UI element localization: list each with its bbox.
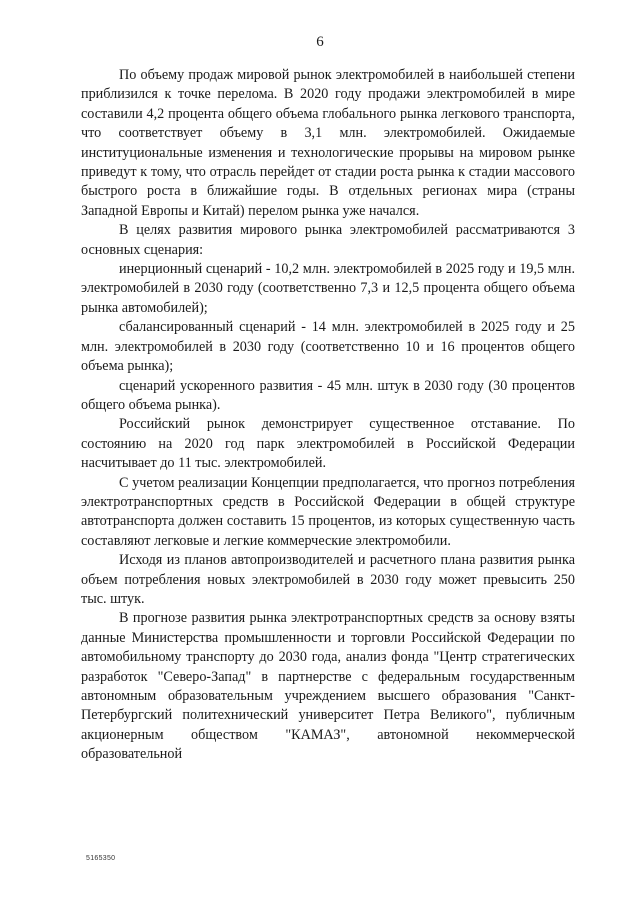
document-body <box>81 66 575 765</box>
paragraph-accelerated-scenario: сценарий ускоренного развития - 45 млн. штук в 2030 году (30 процентов общего объема рынка). <box>81 377 575 413</box>
page-number: 6 <box>316 34 324 50</box>
paragraph-concept-forecast: С учетом реализации Концепции предполагается, что прогноз потребления электротранспортных средств в Российской Федерации в общей структуре автотранспорта должен составить 15 процентов, из которых существенную часть составляют легковые и легкие коммерческие электромобили. <box>81 474 575 549</box>
paragraph-russian-market: Российский рынок демонстрирует существенное отставание. По состоянию на 2020 год парк электромобилей в Российской Федерации насчитывает до 11 тыс. электромобилей. <box>81 416 575 472</box>
paragraph-forecast-basis: В прогнозе развития рынка электротранспортных средств за основу взяты данные Министерства промышленности и торговли Российской Федерации по автомобильному транспорту до 2030 года, анализ фонда "Центр стратегических разработок "Северо-Запад" в партнерстве с федеральным государственным автономным образовательным учреждением высшего образования "Санкт-Петербургский политехнический университет Петра Великого", публичным акционерным обществом "КАМАЗ", автономной некоммерческой образовательной <box>81 610 575 763</box>
paragraph-balanced-scenario: сбалансированный сценарий - 14 млн. электромобилей в 2025 году и 25 млн. электромобилей в 2030 году (соответственно 10 и 16 процентов общего объема рынка); <box>81 319 575 375</box>
paragraph-consumption-2030: Исходя из планов автопроизводителей и расчетного плана развития рынка объем потребления новых электромобилей в 2030 году может превысить 250 тыс. штук. <box>81 552 575 607</box>
document-code: 5165350 <box>86 855 116 862</box>
paragraph-market-turning-point: По объему продаж мировой рынок электромобилей в наибольшей степени приблизился к точке перелома. В 2020 году продажи электромобилей в мире составили 4,2 процента общего объема глобального рынка легкового транспорта, что соответствует объему в 3,1 млн. электромобилей. Ожидаемые институциональные изменения и технологические прорывы на мировом рынке приведут к тому, что отрасль перейдет от стадии роста рынка к стадии массового быстрого роста в ближайшие годы. В отдельных регионах мира (страны Западной Европы и Китай) перелом рынка уже начался. <box>81 67 575 219</box>
paragraph-inertial-scenario: инерционный сценарий - 10,2 млн. электромобилей в 2025 году и 19,5 млн. электромобилей в 2030 году (соответственно 7,3 и 12,5 процента общего объема рынка автомобилей); <box>81 261 575 316</box>
paragraph-scenarios-intro: В целях развития мирового рынка электромобилей рассматриваются 3 основных сценария: <box>81 222 575 258</box>
